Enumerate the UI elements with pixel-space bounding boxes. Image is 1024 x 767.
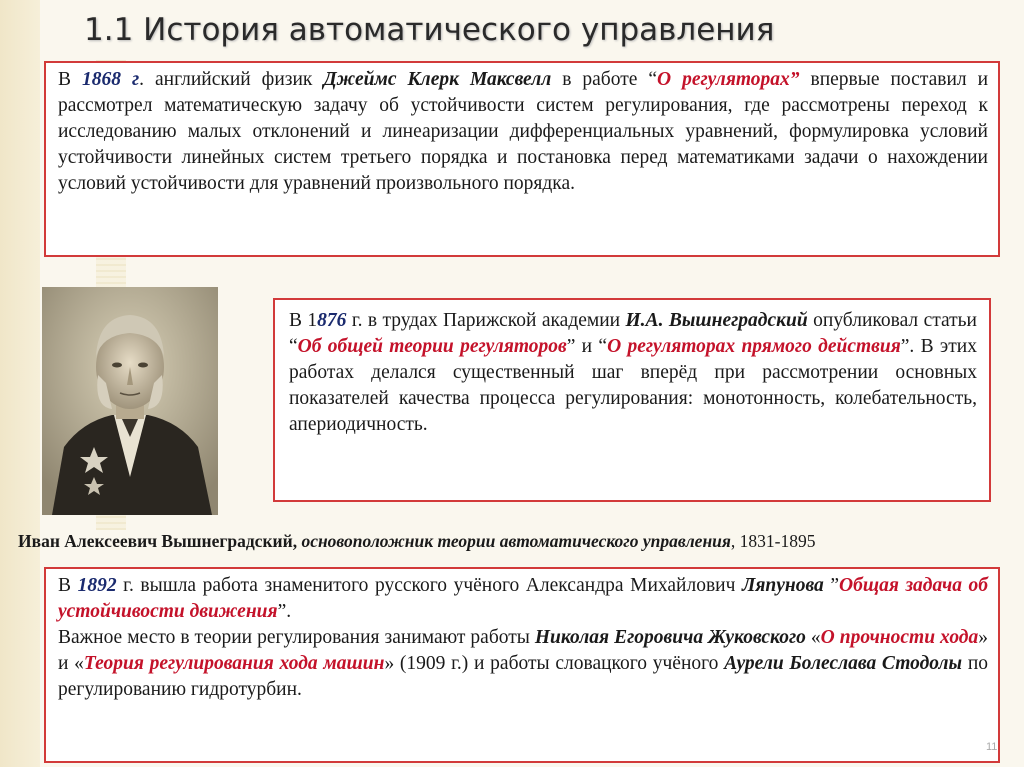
maxwell-paragraph: В 1868 г. английский физик Джеймс Клерк Максвелл в работе “О регуляторах” впервые поставил и рассмотрел математическую задачу об устойчивости систем регулирования, где рассмотрены переход к исследованию малых отклонений и линеаризации дифференциальных уравнений, формулировка условий устойчивости линейных систем третьего порядка и постановка перед математиками задачи о нахождении условий устойчивости для уравнений произвольного порядка. xyxy=(58,69,989,194)
work-general-theory: Об общей теории регуляторов xyxy=(297,336,567,357)
portrait-engraving-icon xyxy=(42,287,218,515)
portrait-caption: Иван Алексеевич Вышнеградский, основоположник теории автоматического управления, 1831-1895 xyxy=(18,531,816,551)
background-stripe xyxy=(0,0,40,767)
year-1892: 1892 xyxy=(77,575,117,596)
vyshnegradsky-text-box xyxy=(273,298,991,502)
lyapunov-paragraph: В 1892 г. вышла работа знаменитого русского учёного Александра Михайлович Ляпунова ”Общая задача об устойчивости движения”. xyxy=(58,575,989,622)
year-1876: 876 xyxy=(317,310,347,331)
vyshnegradsky-paragraph: В 1876 г. в трудах Парижской академии И.А. Вышнеградский опубликовал статьи “Об общей теории регуляторов” и “О регуляторах прямого действия”. В этих работах делался существенный шаг вперёд при рассмотрении основных показателей качества процесса регулирования: монотонность, колебательность, апериодичность. xyxy=(289,310,977,435)
maxwell-text-box xyxy=(44,61,1000,257)
zhukovsky-name: Николая Егоровича Жуковского xyxy=(534,627,806,648)
work-machine-regulation: Теория регулирования хода машин xyxy=(83,653,385,674)
vyshnegradsky-portrait xyxy=(42,287,218,515)
zhukovsky-paragraph: Важное место в теории регулирования занимают работы Николая Егоровича Жуковского «О прочности хода» и «Теория регулирования хода машин» (1909 г.) и работы словацкого учёного Аурели Болеслава Стодолы по регулированию гидротурбин. xyxy=(58,627,989,700)
work-strength-of-motion: О прочности хода xyxy=(820,627,979,648)
vyshnegradsky-name: И.А. Вышнеградский xyxy=(625,310,808,331)
lyapunov-name: Ляпунова xyxy=(741,575,824,596)
slide-title: 1.1 История автоматического управления xyxy=(84,12,775,48)
page-number: 11 xyxy=(986,741,998,753)
stodola-name: Аурели Болеслава Стодолы xyxy=(724,653,963,674)
work-direct-action: О регуляторах прямого действия xyxy=(607,336,901,357)
maxwell-work-title: О регуляторах” xyxy=(657,69,800,90)
year-1868: 1868 г xyxy=(81,69,140,90)
lyapunov-text-box xyxy=(44,567,1000,763)
maxwell-name: Джеймс Клерк Максвелл xyxy=(323,69,552,90)
work-stability-of-motion: Общая задача об устойчивости движения xyxy=(58,575,989,622)
